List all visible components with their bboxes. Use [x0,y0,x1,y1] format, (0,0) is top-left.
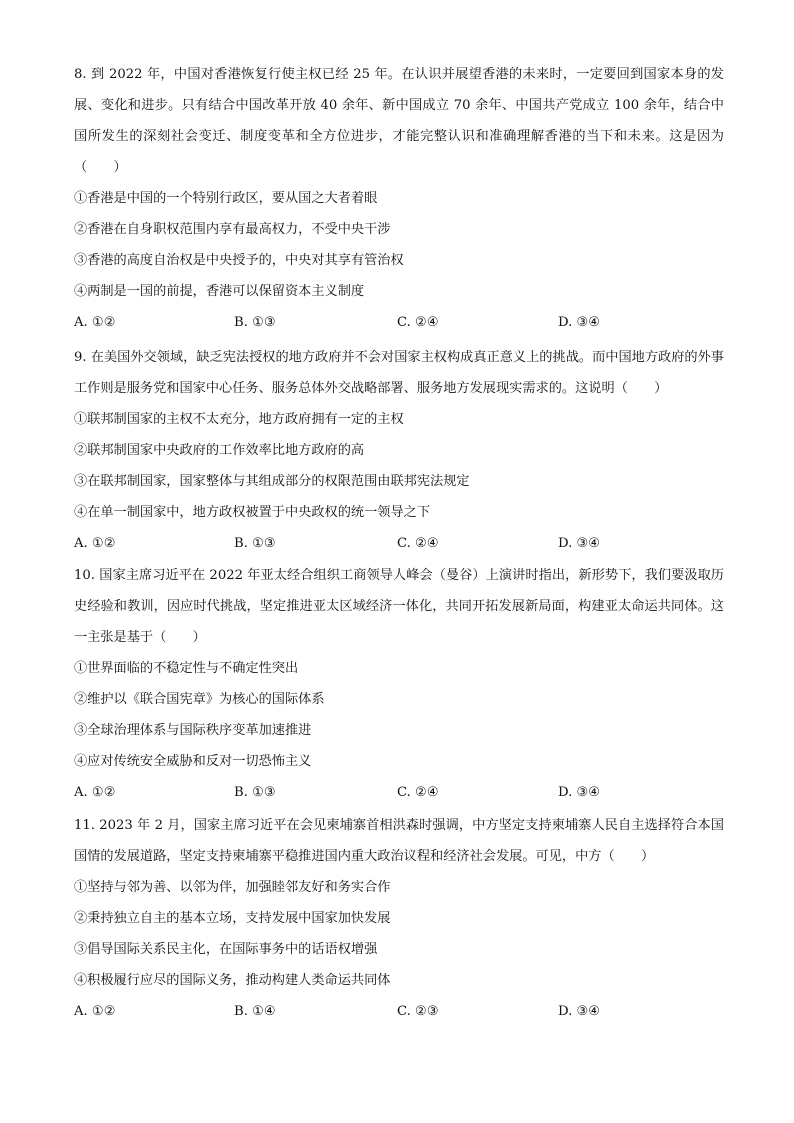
choice-c[interactable]: C. ②④ [397,536,439,551]
question-stem: 8. 到 2022 年，中国对香港恢复行使主权已经 25 年。在认识并展望香港的未来时，一定要回到国家本身的发展、变化和进步。只有结合中国改革开放 40 余年、新中国成立 70 余年、中国共产党成立 100 余年，结合中国所发生的深刻社会变迁、制度变革和全方位进步，才能完整认识和准确理解香港的当下和未来。这是因为（ ） [74,67,724,175]
statement-3: ③在联邦制国家，国家整体与其组成部分的权限范围由联邦宪法规定 [74,474,470,489]
choice-b[interactable]: B. ①③ [234,536,276,551]
question-10 [74,560,724,808]
question-11 [74,810,724,1027]
answer-choices [74,528,724,559]
statement-4: ④积极履行应尽的国际义务，推动构建人类命运共同体 [74,973,391,988]
choice-a[interactable]: A. ①② [74,315,116,330]
statement-2: ②维护以《联合国宪章》为核心的国际体系 [74,692,325,707]
choice-d[interactable]: D. ③④ [558,315,601,330]
statement-2: ②联邦制国家中央政府的工作效率比地方政府的高 [74,443,365,458]
statement-2: ②秉持独立自主的基本立场，支持发展中国家加快发展 [74,911,391,926]
choice-d[interactable]: D. ③④ [558,785,601,800]
choice-c[interactable]: C. ②④ [397,785,439,800]
choice-b[interactable]: B. ①③ [234,785,276,800]
statement-4: ④在单一制国家中，地方政权被置于中央政权的统一领导之下 [74,505,431,520]
question-8 [74,59,724,338]
statement-1: ①坚持与邻为善、以邻为伴，加强睦邻友好和务实合作 [74,880,391,895]
answer-choices [74,777,724,808]
answer-choices [74,307,724,338]
choice-a[interactable]: A. ①② [74,536,116,551]
choice-b[interactable]: B. ①③ [234,315,276,330]
choice-a[interactable]: A. ①② [74,785,116,800]
question-stem: 9. 在美国外交领域，缺乏宪法授权的地方政府并不会对国家主权构成真正意义上的挑战。而中国地方政府的外事工作则是服务党和国家中心任务、服务总体外交战略部署、服务地方发展现实需求的。这说明（ ） [74,350,724,396]
choice-d[interactable]: D. ③④ [558,536,601,551]
question-9 [74,342,724,559]
choice-c[interactable]: C. ②④ [397,315,439,330]
statement-3: ③香港的高度自治权是中央授予的，中央对其享有管治权 [74,253,404,268]
statement-1: ①世界面临的不稳定性与不确定性突出 [74,661,299,676]
choice-d[interactable]: D. ③④ [558,1004,601,1019]
statement-4: ④两制是一国的前提，香港可以保留资本主义制度 [74,284,365,299]
question-stem: 10. 国家主席习近平在 2022 年亚太经合组织工商领导人峰会（曼谷）上演讲时指出，新形势下，我们要汲取历史经验和教训，因应时代挑战，坚定推进亚太区域经济一体化，共同开拓发展新局面，构建亚太命运共同体。这一主张是基于（ ） [74,568,724,645]
statement-3: ③全球治理体系与国际秩序变革加速推进 [74,723,312,738]
choice-b[interactable]: B. ①④ [234,1004,276,1019]
statement-4: ④应对传统安全威胁和反对一切恐怖主义 [74,754,312,769]
statement-3: ③倡导国际关系民主化，在国际事务中的话语权增强 [74,942,378,957]
question-stem: 11. 2023 年 2 月，国家主席习近平在会见柬埔寨首相洪森时强调，中方坚定支持柬埔寨人民自主选择符合本国国情的发展道路，坚定支持柬埔寨平稳推进国内重大政治议程和经济社会发展。可见，中方（ ） [74,818,724,864]
choice-c[interactable]: C. ②③ [397,1004,439,1019]
statement-1: ①联邦制国家的主权不太充分，地方政府拥有一定的主权 [74,412,404,427]
choice-a[interactable]: A. ①② [74,1004,116,1019]
statement-2: ②香港在自身职权范围内享有最高权力，不受中央干涉 [74,222,391,237]
statement-1: ①香港是中国的一个特别行政区，要从国之大者着眼 [74,191,378,206]
answer-choices [74,996,724,1027]
